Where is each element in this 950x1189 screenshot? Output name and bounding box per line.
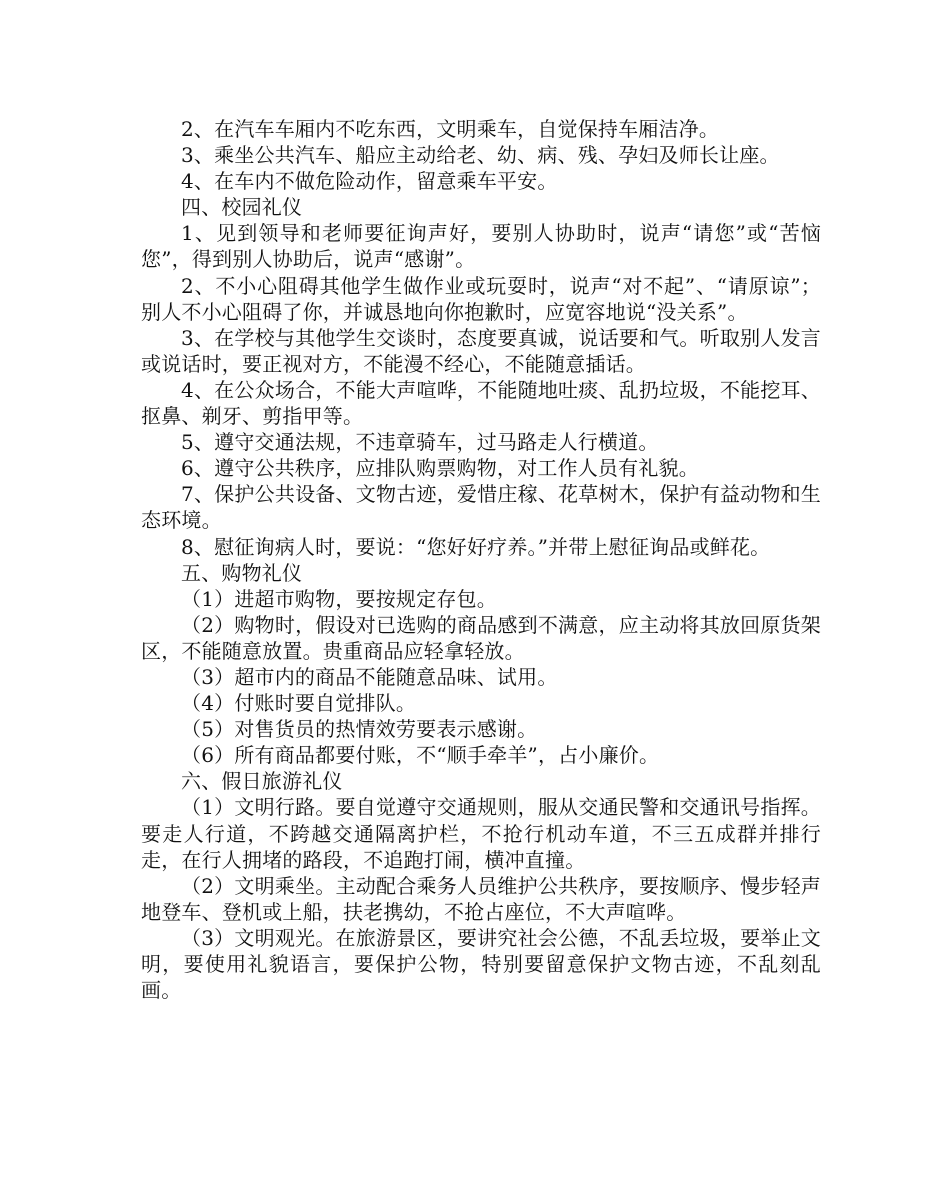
paragraph: 5、遵守交通法规，不违章骑车，过马路走人行横道。 [181, 430, 659, 455]
paragraph: 4、在车内不做危险动作，留意乘车平安。 [181, 169, 558, 194]
paragraph: （3）超市内的商品不能随意品味、试用。 [181, 664, 558, 689]
paragraph: 4、在公众场合，不能大声喧哗，不能随地吐痰、乱扔垃圾，不能挖耳、抠鼻、剃牙、剪指甲等。 [141, 377, 821, 429]
paragraph: 1、见到领导和老师要征询声好，要别人协助时，说声“请您”或“苦恼您”，得到别人协助后，说声“感谢”。 [141, 221, 821, 272]
paragraph: 3、在学校与其他学生交谈时，态度要真诚，说话要和气。听取别人发言或说话时，要正视对方，不能漫不经心，不能随意插话。 [141, 325, 821, 376]
paragraph: 2、在汽车车厢内不吃东西，文明乘车，自觉保持车厢洁净。 [181, 117, 720, 141]
paragraph: 2、不小心阻碍其他学生做作业或玩耍时，说声“对不起”、“请原谅”；别人不小心阻碍了你，并诚恳地向你抱歉时，应宽容地说“没关系”。 [141, 273, 821, 324]
paragraph: （6）所有商品都要付账，不“顺手牵羊”，占小廉价。 [181, 743, 660, 768]
paragraph: （1）进超市购物，要按规定存包。 [181, 586, 497, 611]
document-body [141, 116, 821, 1003]
paragraph: （2）文明乘坐。主动配合乘务人员维护公共秩序，要按顺序、慢步轻声地登车、登机或上船，扶老携幼，不抢占座位，不大声喧哗。 [141, 873, 821, 924]
section-heading: 六、假日旅游礼仪 [181, 769, 343, 794]
section-heading: 五、购物礼仪 [181, 560, 303, 585]
paragraph: 7、保护公共设备、文物古迹，爱惜庄稼、花草树木，保护有益动物和生态环境。 [141, 482, 821, 533]
paragraph: 3、乘坐公共汽车、船应主动给老、幼、病、残、孕妇及师长让座。 [181, 143, 780, 168]
paragraph: （4）付账时要自觉排队。 [181, 691, 417, 716]
paragraph: 6、遵守公共秩序，应排队购票购物，对工作人员有礼貌。 [181, 456, 699, 481]
paragraph: 8、慰征询病人时，要说：“您好好疗养。”并带上慰征询品或鲜花。 [181, 534, 771, 559]
paragraph: （3）文明观光。在旅游景区，要讲究社会公德，不乱丢垃圾，要举止文明，要使用礼貌语言，要保护公物，特别要留意保护文物古迹，不乱刻乱画。 [141, 925, 821, 1003]
section-heading: 四、校园礼仪 [181, 195, 303, 220]
paragraph: （5）对售货员的热情效劳要表示感谢。 [181, 717, 538, 742]
paragraph: （1）文明行路。要自觉遵守交通规则，服从交通民警和交通讯号指挥。要走人行道，不跨越交通隔离护栏，不抢行机动车道，不三五成群并排行走，在行人拥堵的路段，不追跑打闹，横冲直撞。 [141, 795, 821, 872]
paragraph: （2）购物时，假设对已选购的商品感到不满意，应主动将其放回原货架区，不能随意放置。贵重商品应轻拿轻放。 [141, 612, 821, 663]
